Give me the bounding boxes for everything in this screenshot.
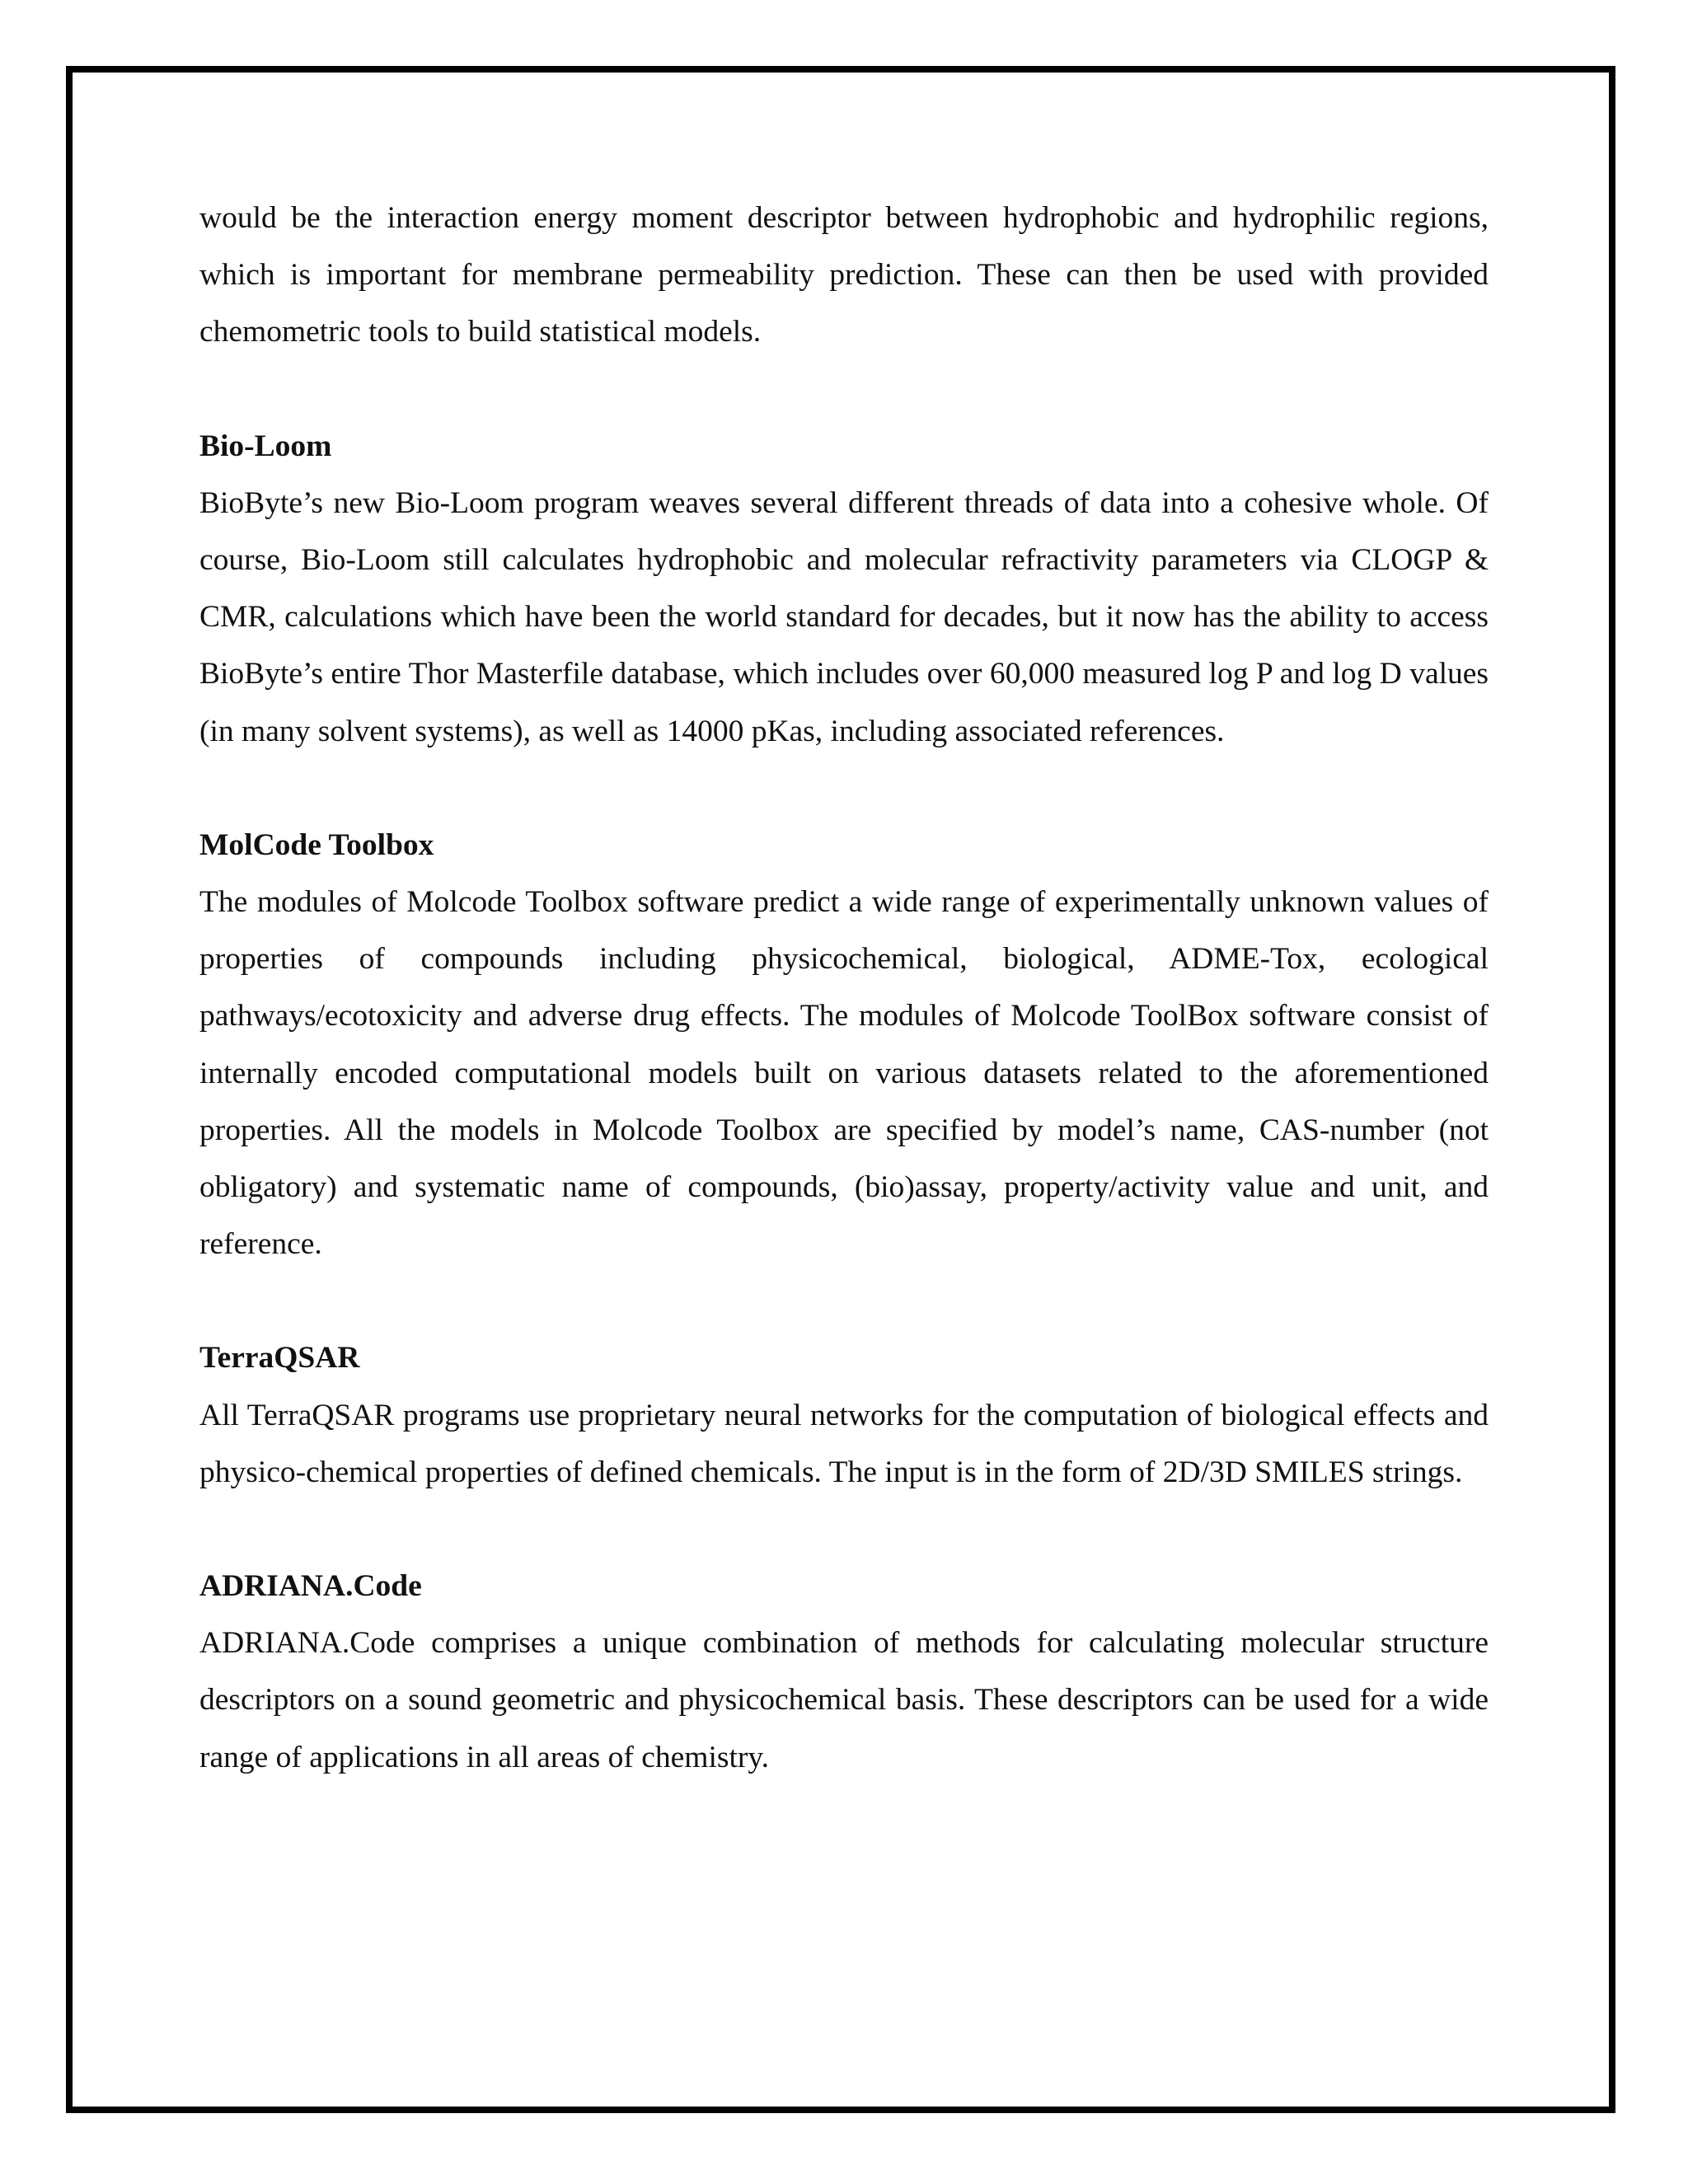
section-paragraph: ADRIANA.Code comprises a unique combination of methods for calculating molecular structure descriptors on a sound geometric and physicochemical basis. These descriptors can be used for a wide range of applications in all areas of chemistry. [199,1626,1489,1774]
section-paragraph: All TerraQSAR programs use proprietary neural networks for the computation of biological effects and physico-chemical properties of defined chemicals. The input is in the form of 2D/3D SMILES strings. [199,1398,1489,1489]
section-paragraph: BioByte’s new Bio-Loom program weaves several different threads of data into a cohesive whole. Of course, Bio-Loom still calculates hydrophobic and molecular refractivity parameters via CLOGP & CMR, calculations which have been the world standard for decades, but it now has the ability to access BioByte’s entire Thor Masterfile database, which includes over 60,000 measured log P and log D values (in many solvent systems), as well as 14000 pKas, including associated references. [199,485,1489,748]
section-heading: TerraQSAR [199,1341,360,1376]
section-adriana-code [199,1558,1489,1786]
section-terraqsar [199,1329,1489,1501]
section-heading: MolCode Toolbox [199,827,434,862]
document-body [199,190,1489,1786]
intro-paragraph: would be the interaction energy moment descriptor between hydrophobic and hydrophilic regions, which is important for membrane permeability prediction. These can then be used with provided chemometric tools to build statistical models. [199,201,1489,349]
section-heading: ADRIANA.Code [199,1569,422,1604]
section-heading: Bio-Loom [199,429,332,463]
section-paragraph: The modules of Molcode Toolbox software predict a wide range of experimentally unknown values of properties of compounds including physicochemical, biological, ADME-Tox, ecological pathways/ecotoxicity and adverse drug effects. The modules of Molcode ToolBox software consist of internally encoded computational models built on various datasets related to the aforementioned properties. All the models in Molcode Toolbox are specified by model’s name, CAS-number (not obligatory) and systematic name of compounds, (bio)assay, property/activity value and unit, and reference. [199,885,1489,1262]
section-molcode-toolbox [199,817,1489,1273]
section-bio-loom [199,418,1489,760]
